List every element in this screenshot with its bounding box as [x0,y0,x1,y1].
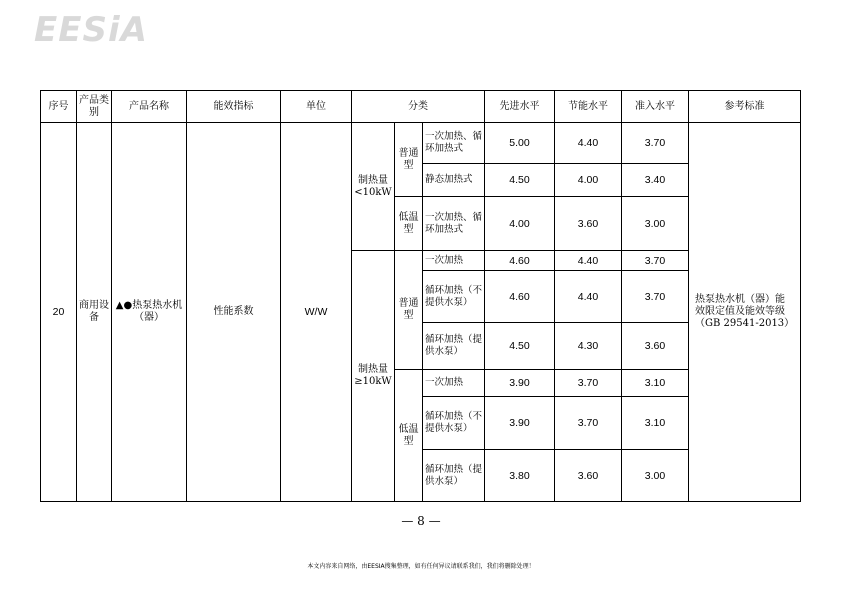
value-energy-saving: 4.30 [555,323,622,370]
value-advanced: 4.50 [485,164,555,197]
value-access: 3.70 [622,271,689,323]
value-advanced: 5.00 [485,123,555,164]
header-classification: 分类 [352,91,485,123]
value-energy-saving: 3.70 [555,370,622,397]
seq-cell: 20 [41,123,77,502]
category-cell: 商用设备 [77,123,112,502]
group-ge10-normal: 普通型 [395,251,423,370]
value-energy-saving: 4.40 [555,251,622,271]
group-lt10: 制热量<10kW [352,123,395,251]
sub-once: 一次加热 [423,251,485,271]
group-lt10-lowtemp: 低温型 [395,197,423,251]
value-advanced: 4.60 [485,251,555,271]
table-row [41,123,801,164]
sub-circ-pump: 循环加热（提供水泵） [423,323,485,370]
value-energy-saving: 4.40 [555,123,622,164]
group-lt10-normal: 普通型 [395,123,423,197]
group-ge10-lowtemp: 低温型 [395,370,423,502]
table-header-row [41,91,801,123]
product-name-cell: ▲●热泵热水机（器） [112,123,187,502]
value-access: 3.70 [622,123,689,164]
value-advanced: 4.50 [485,323,555,370]
group-ge10: 制热量≥10kW [352,251,395,502]
value-access: 3.70 [622,251,689,271]
page-number: — 8 — [401,514,441,528]
header-seq: 序号 [41,91,77,123]
header-unit: 单位 [281,91,352,123]
sub-oncecirc: 一次加热、循环加热式 [423,197,485,251]
reference-cell: 热泵热水机（器）能效限定值及能效等级（GB 29541-2013） [689,123,801,502]
header-advanced: 先进水平 [485,91,555,123]
value-advanced: 4.60 [485,271,555,323]
header-energy-saving: 节能水平 [555,91,622,123]
efficiency-table-wrapper [40,90,800,501]
value-access: 3.10 [622,397,689,450]
sub-once: 一次加热 [423,370,485,397]
header-reference: 参考标准 [689,91,801,123]
value-access: 3.00 [622,450,689,502]
value-advanced: 3.90 [485,397,555,450]
sub-circ-nopump: 循环加热（不提供水泵） [423,271,485,323]
unit-cell: W/W [281,123,352,502]
value-energy-saving: 3.70 [555,397,622,450]
sub-circ-pump: 循环加热（提供水泵） [423,450,485,502]
value-access: 3.10 [622,370,689,397]
value-access: 3.40 [622,164,689,197]
value-access: 3.00 [622,197,689,251]
efficiency-table [40,90,801,502]
value-energy-saving: 4.40 [555,271,622,323]
header-name: 产品名称 [112,91,187,123]
footer-disclaimer: 本文内容来自网络，由EESIA搜集整理，如有任何异议请联系我们，我们将删除处理！ [307,563,535,570]
header-access: 准入水平 [622,91,689,123]
sub-circ-nopump: 循环加热（不提供水泵） [423,397,485,450]
eesia-logo: EESiA [34,10,148,50]
header-indicator: 能效指标 [187,91,281,123]
indicator-cell: 性能系数 [187,123,281,502]
value-access: 3.60 [622,323,689,370]
value-advanced: 3.80 [485,450,555,502]
sub-oncecirc: 一次加热、循环加热式 [423,123,485,164]
header-category: 产品类别 [77,91,112,123]
value-advanced: 4.00 [485,197,555,251]
value-advanced: 3.90 [485,370,555,397]
value-energy-saving: 3.60 [555,450,622,502]
sub-static: 静态加热式 [423,164,485,197]
value-energy-saving: 4.00 [555,164,622,197]
value-energy-saving: 3.60 [555,197,622,251]
